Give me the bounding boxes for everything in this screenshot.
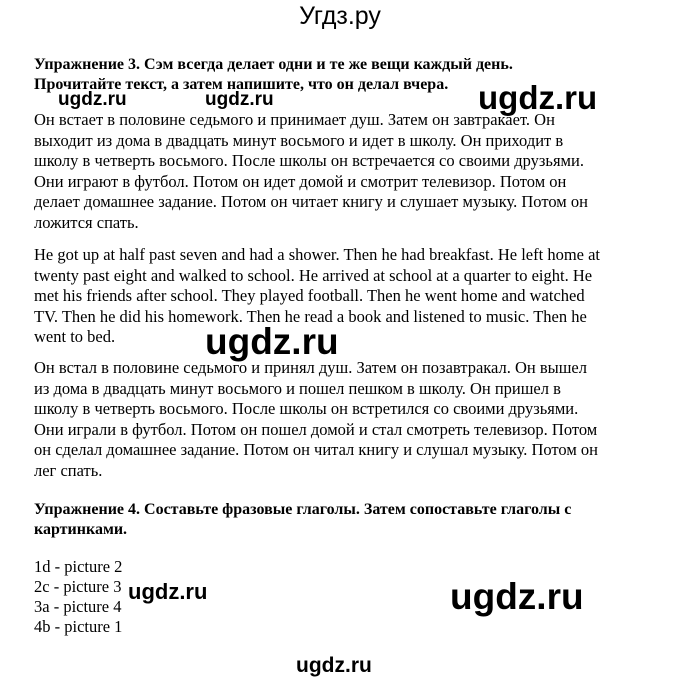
text-line: Он встает в половине седьмого и принимает душ. Затем он завтракает. Он bbox=[34, 110, 555, 129]
site-title: Угдз.ру bbox=[299, 2, 381, 30]
watermark: ugdz.ru bbox=[128, 579, 208, 604]
exercise3-heading-line: Прочитайте текст, а затем напишите, что он делал вчера. bbox=[34, 76, 449, 93]
text-line: Они играли в футбол. Потом он пошел домой и стал смотреть телевизор. Потом bbox=[34, 419, 598, 439]
watermark: ugdz.ru bbox=[450, 576, 584, 617]
answer-item: 1d - picture 2 bbox=[34, 557, 123, 576]
text-line: TV. Then he did his homework. Then he read a book and listened to music. Then he bbox=[34, 306, 587, 326]
exercise4-heading-line: Упражнение 4. Составьте фразовые глаголы. Затем сопоставьте глаголы с bbox=[34, 501, 572, 518]
answer-item: 4b - picture 1 bbox=[34, 617, 123, 636]
exercise4-answers bbox=[34, 557, 122, 637]
text-line: делает домашнее задание. Потом он читает книгу и слушает музыку. Потом он bbox=[34, 192, 588, 211]
text-line: из дома в двадцать минут восьмого и пошел пешком в школу. Он пришел в bbox=[34, 378, 561, 398]
answer-item: 3a - picture 4 bbox=[34, 597, 122, 616]
exercise4-heading bbox=[34, 500, 614, 540]
text-line: He got up at half past seven and had a shower. Then he had breakfast. He left home at bbox=[34, 245, 601, 264]
text-line: он сделал домашнее задание. Потом он читал книгу и слушал музыку. Потом он bbox=[34, 440, 598, 459]
exercise3-translation-text bbox=[34, 358, 614, 481]
exercise3-heading-line: Упражнение 3. Сэм всегда делает одни и те же вещи каждый день. bbox=[34, 56, 513, 73]
watermark: ugdz.ru bbox=[205, 89, 274, 110]
text-line: twenty past eight and walked to school. He arrived at school at a quarter to eight. He bbox=[34, 265, 593, 285]
answer-item: 2c - picture 3 bbox=[34, 577, 122, 596]
watermark: ugdz.ru bbox=[205, 321, 339, 362]
text-line: Он встал в половине седьмого и принял душ. Затем он позавтракал. Он вышел bbox=[34, 358, 587, 377]
text-line: школу в четверть восьмого. После школы он встретился со своими друзьями. bbox=[34, 399, 579, 418]
text-line: ложится спать. bbox=[34, 212, 139, 232]
text-line: went to bed. bbox=[34, 327, 116, 346]
exercise3-original-text bbox=[34, 110, 614, 233]
watermark: ugdz.ru bbox=[478, 79, 598, 116]
text-line: Они играют в футбол. Потом он идет домой и смотрит телевизор. Потом он bbox=[34, 171, 567, 191]
text-line: met his friends after school. They played football. Then he went home and watched bbox=[34, 286, 585, 305]
text-line: выходит из дома в двадцать минут восьмого и идет в школу. Он приходит в bbox=[34, 130, 564, 150]
text-line: лег спать. bbox=[34, 460, 103, 480]
text-line: школу в четверть восьмого. После школы он встречается со своими друзьями. bbox=[34, 151, 584, 170]
exercise4-heading-line: картинками. bbox=[34, 521, 128, 538]
watermark: ugdz.ru bbox=[58, 89, 127, 110]
watermark: ugdz.ru bbox=[296, 654, 372, 677]
